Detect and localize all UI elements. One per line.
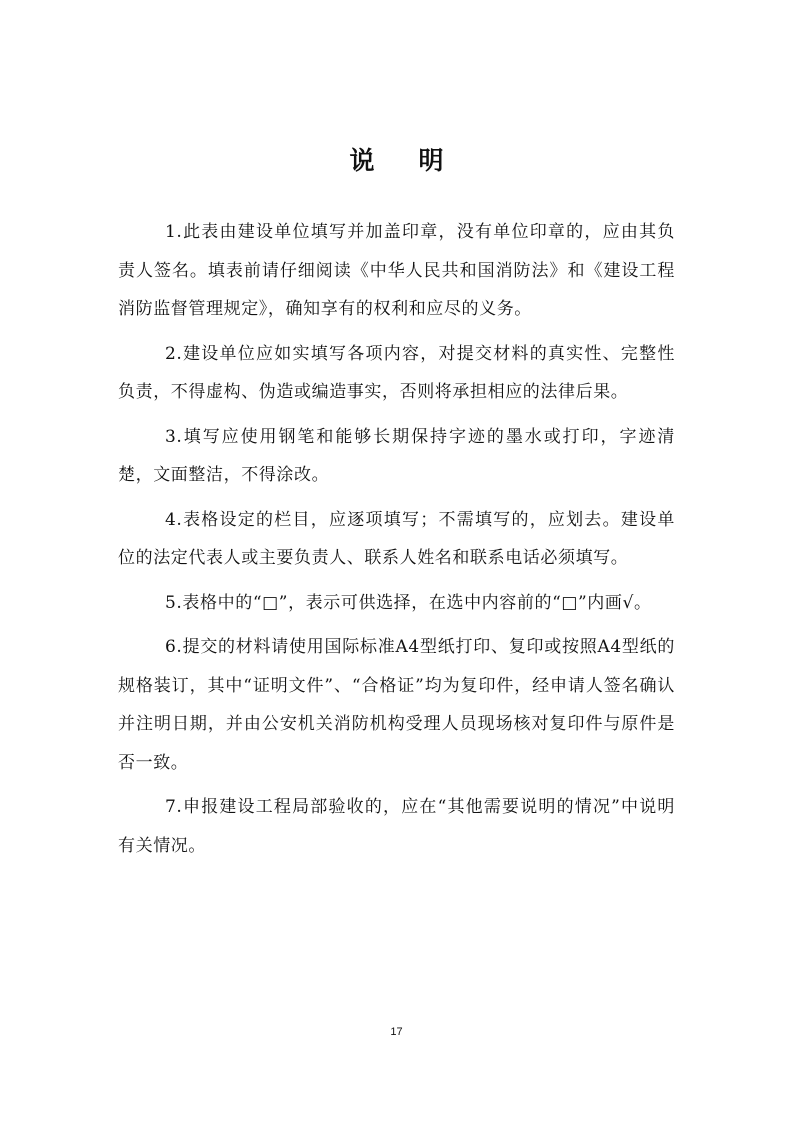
instruction-paragraph-3: 3.填写应使用钢笔和能够长期保持字迹的墨水或打印，字迹清楚，文面整洁，不得涂改。 (118, 426, 675, 485)
page-number: 17 (390, 1026, 403, 1038)
instruction-paragraph-4: 4.表格设定的栏目，应逐项填写；不需填写的，应划去。建设单位的法定代表人或主要负责人、联系人姓名和联系电话必须填写。 (118, 509, 675, 568)
instructions-body (118, 213, 675, 871)
instruction-paragraph-1: 1.此表由建设单位填写并加盖印章，没有单位印章的，应由其负责人签名。填表前请仔细阅读《中华人民共和国消防法》和《建设工程消防监督管理规定》，确知享有的权利和应尽的义务。 (118, 222, 675, 319)
instruction-paragraph-6: 6.提交的材料请使用国际标准A4型纸打印、复印或按照A4型纸的规格装订，其中“证明文件”、“合格证”均为复印件，经申请人签名确认并注明日期，并由公安机关消防机构受理人员现场核对复印件与原件是否一致。 (118, 637, 675, 773)
instruction-paragraph-7: 7.申报建设工程局部验收的，应在“其他需要说明的情况”中说明有关情况。 (118, 797, 675, 856)
instruction-paragraph-2: 2.建设单位应如实填写各项内容，对提交材料的真实性、完整性负责，不得虚构、伪造或编造事实，否则将承担相应的法律后果。 (118, 343, 675, 402)
page-title: 说明 (349, 146, 488, 175)
instruction-paragraph-5: 5.表格中的“□”，表示可供选择，在选中内容前的“□”内画√。 (165, 592, 652, 613)
